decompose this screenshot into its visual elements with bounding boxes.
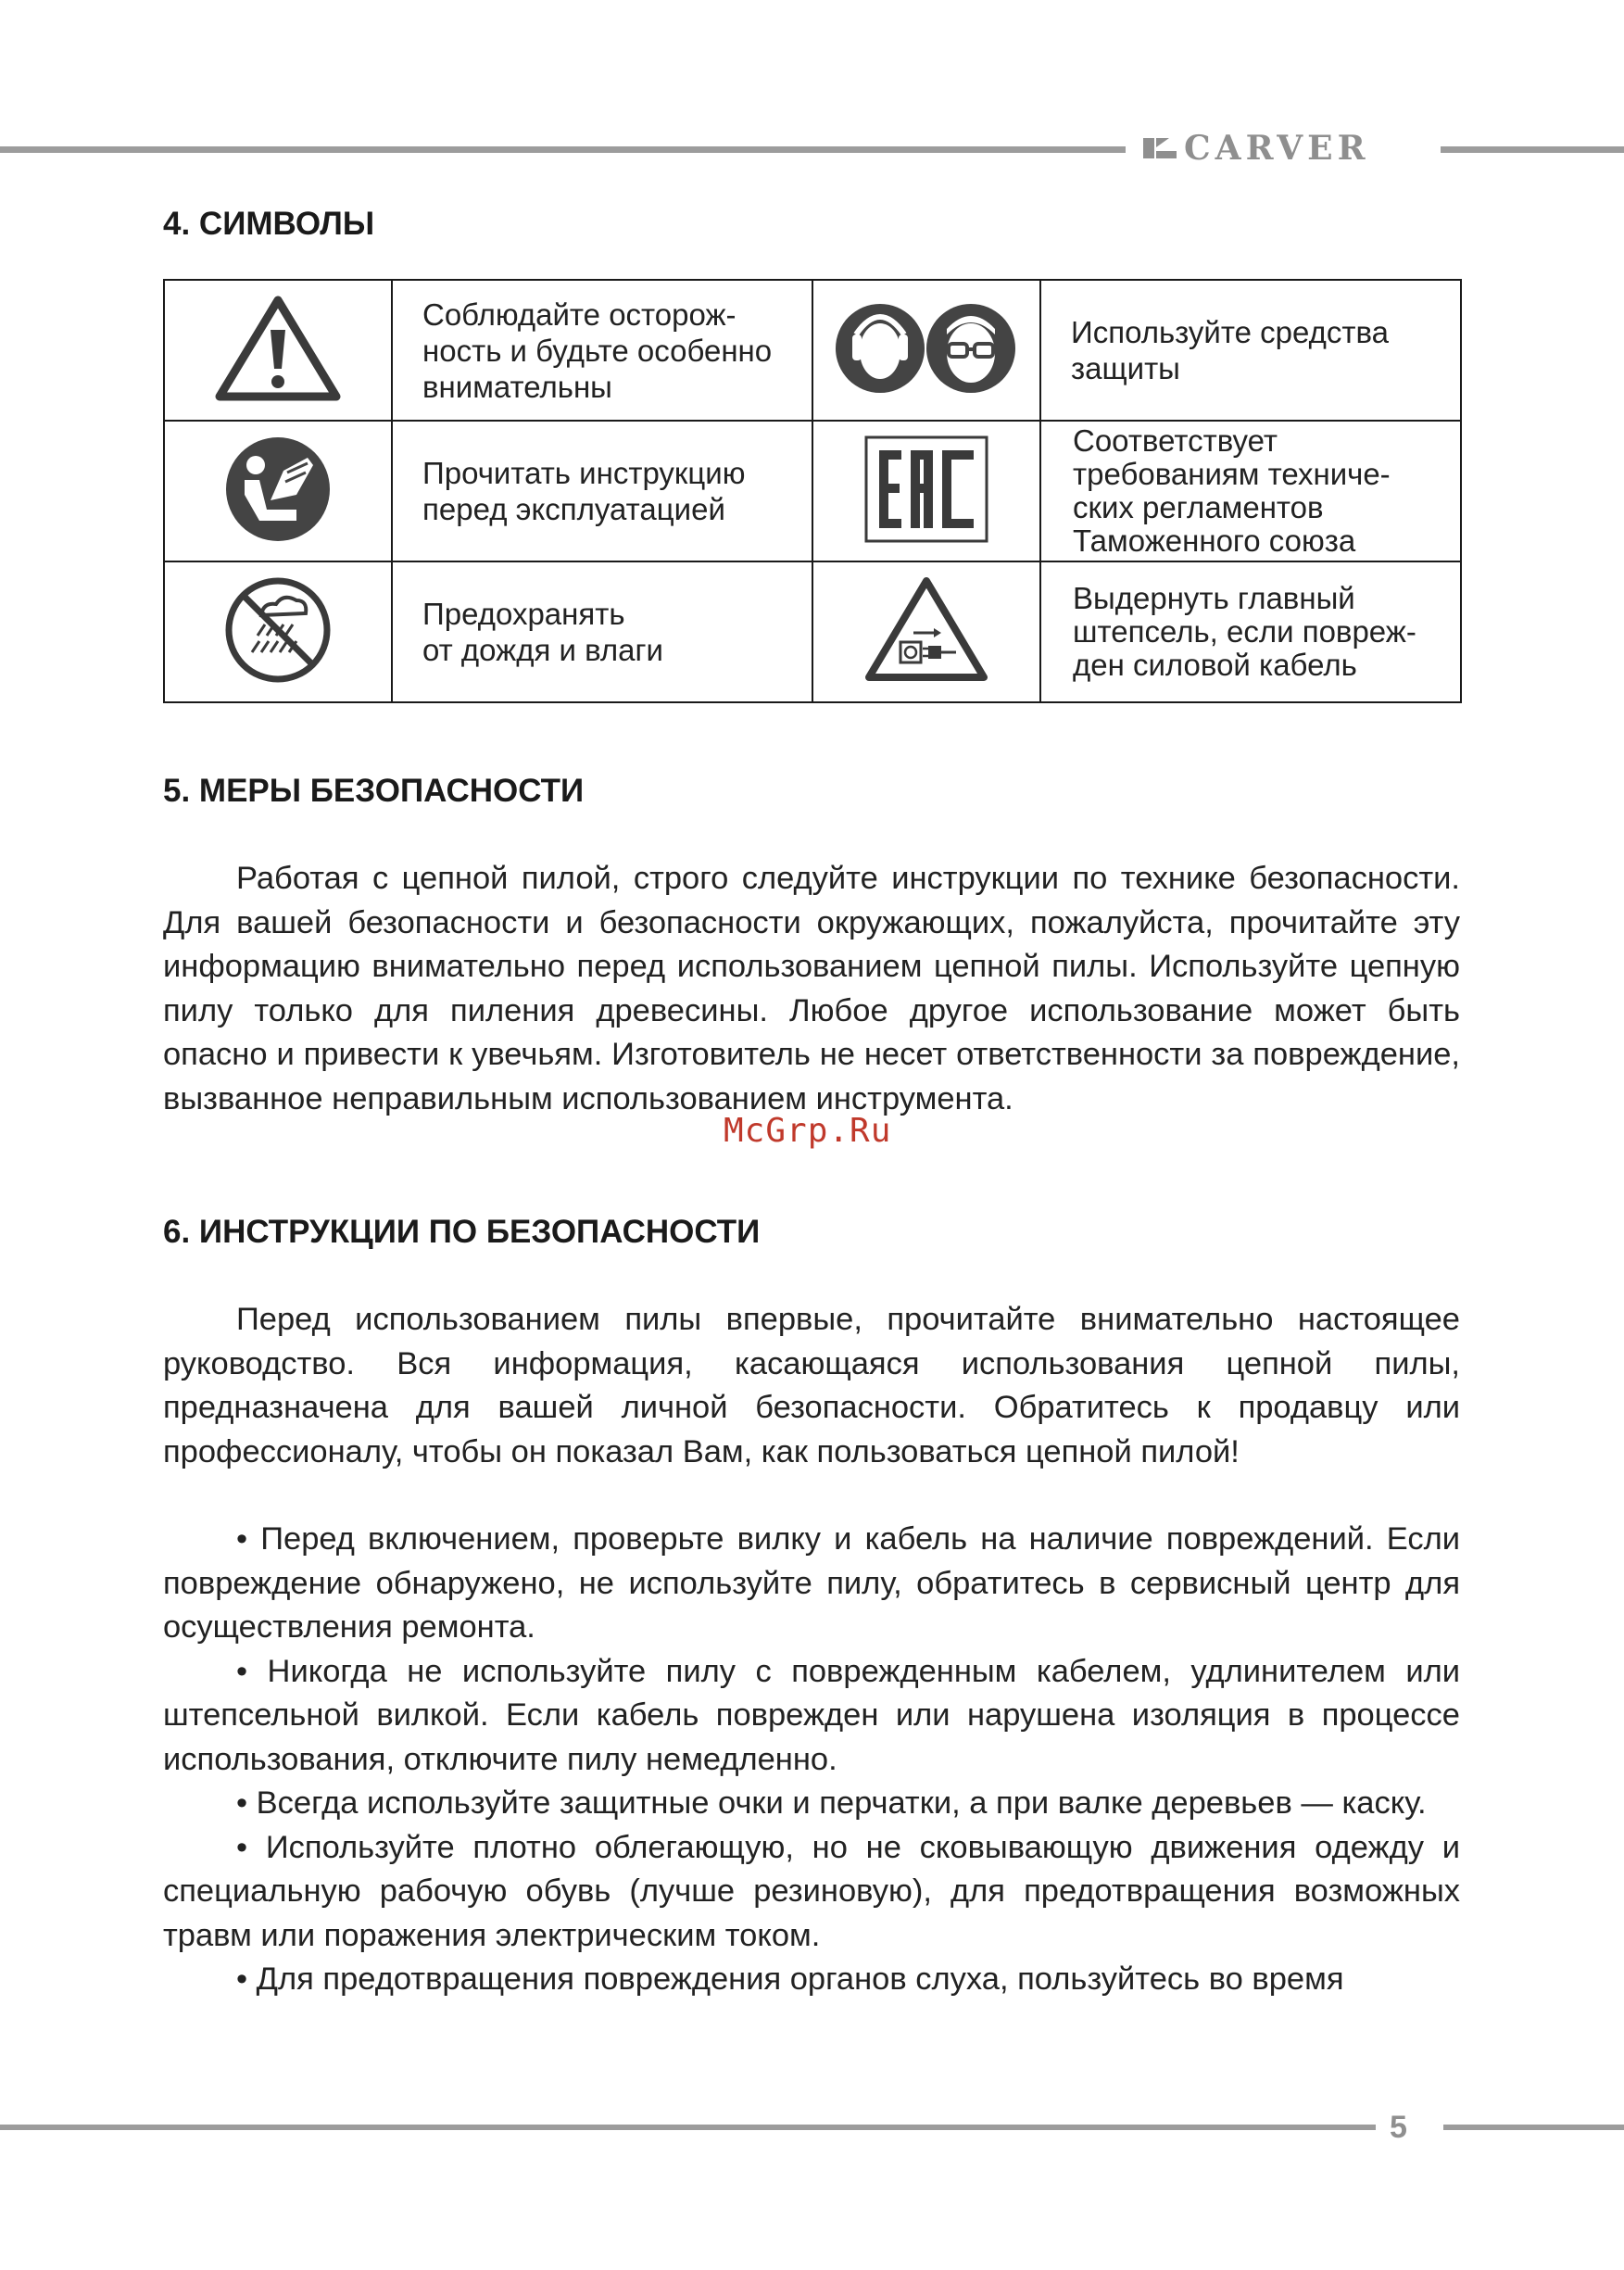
header-rule — [0, 146, 1126, 153]
list-item: • Никогда не используйте пилу с поврежденным кабелем, удлинителем или штепсельной вилкой. Если кабель поврежден или нарушена изоляция в процессе использования, отключите пилу немедленно. — [163, 1653, 1460, 1777]
list-item: • Перед включением, проверьте вилку и кабель на наличие повреждений. Если повреждение обнаружено, не используйте пилу, обратитесь в сервисный центр для осуществления ремонта. — [163, 1521, 1460, 1645]
warning-triangle-icon — [213, 293, 343, 404]
symbol-description: Предохранять от дождя и влаги — [392, 561, 812, 702]
watermark: McGrp.Ru — [724, 1112, 892, 1150]
symbol-cell — [164, 280, 392, 421]
symbol-description: Прочитать инструкцию перед эксплуатацией — [392, 421, 812, 561]
brand-name: CARVER — [1184, 129, 1370, 168]
symbol-cell — [812, 561, 1040, 702]
carver-logo-icon — [1141, 134, 1178, 162]
symbol-cell — [812, 280, 1040, 421]
list-item: • Всегда используйте защитные очки и перчатки, а при валке деревьев — каску. — [236, 1785, 1427, 1821]
symbol-cell — [164, 421, 392, 561]
safety-measures-paragraph: Работая с цепной пилой, строго следуйте инструкции по технике безопасности. Для вашей безопасности и безопасности окружающих, пожалуйста, прочитайте эту информацию внимательно перед использованием цепной пилы. Используйте цепную пилу только для пиления древесины. Любое другое использование может быть опасно и привести к увечьям. Изготовитель не несет ответственности за повреждение, вызванное неправильным использованием инструмента. — [163, 861, 1460, 1116]
unplug-warning-icon — [863, 575, 989, 685]
symbol-cell — [164, 561, 392, 702]
symbols-table — [163, 279, 1462, 703]
symbol-description: Используйте средства защиты — [1040, 280, 1461, 421]
symbol-description: Соблюдайте осторож- ность и будьте особенно внимательны — [392, 280, 812, 421]
section-title-symbols: 4. СИМВОЛЫ — [163, 206, 375, 242]
section-title-safety-instructions: 6. ИНСТРУКЦИИ ПО БЕЗОПАСНОСТИ — [163, 1214, 761, 1250]
section-title-safety-measures: 5. МЕРЫ БЕЗОПАСНОСТИ — [163, 773, 585, 809]
brand-logo — [1141, 129, 1370, 168]
header-rule-right — [1441, 146, 1624, 153]
symbol-description: Соответствует требованиям техниче- ских регламентов Таможенного союза — [1040, 421, 1461, 561]
protective-gear-icon — [834, 297, 1019, 399]
footer-rule-right — [1443, 2125, 1624, 2130]
list-item: • Используйте плотно облегающую, но не сковывающую движения одежду и специальную рабочую обувь (лучше резиновую), для предотвращения возможных травм или поражения электрическим током. — [163, 1829, 1460, 1953]
list-item: • Для предотвращения повреждения органов слуха, пользуйтесь во время — [236, 1961, 1344, 1997]
eac-mark-icon — [864, 435, 988, 543]
page-number: 5 — [1390, 2110, 1407, 2145]
safety-instructions-intro: Перед использованием пилы впервые, прочитайте внимательно настоящее руководство. Вся информация, касающаяся использования цепной пилы, предназначена для вашей личной безопасности. Обратитесь к продавцу или профессионалу, чтобы он показал Вам, как пользоваться цепной пилой! — [163, 1302, 1460, 1469]
footer-rule — [0, 2125, 1376, 2130]
safety-instructions-list — [163, 1518, 1460, 2002]
symbol-cell — [812, 421, 1040, 561]
no-rain-icon — [222, 574, 334, 686]
symbol-description: Выдернуть главный штепсель, если повреж- ден силовой кабель — [1040, 561, 1461, 702]
read-manual-icon — [222, 434, 334, 545]
